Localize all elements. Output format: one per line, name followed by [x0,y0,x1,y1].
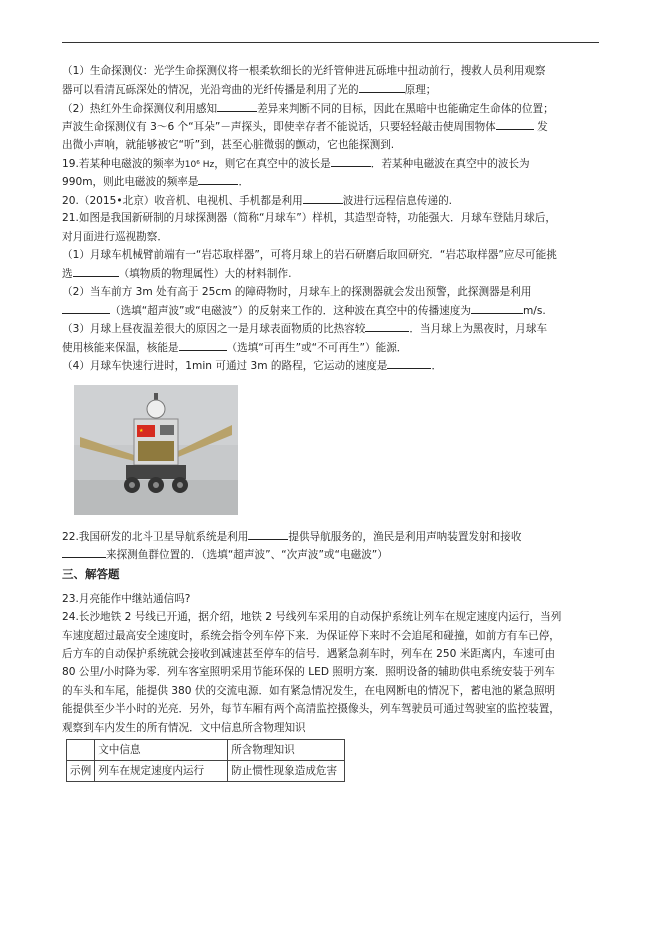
physics-info-table [66,739,345,782]
table-row [67,760,345,781]
answer-blank[interactable] [496,117,534,130]
flag-star-icon: ★ [139,427,144,434]
q21-line1: 21.如图是我国新研制的月球探测器（简称“月球车”）样机，其造型奇特，功能强大．月球车登陆月球后， [62,212,556,225]
q20-line: 20.（2015•北京）收音机、电视机、手机都是利用 波进行远程信息传递的. [62,191,602,209]
camera-head [147,400,165,418]
q24-line2: 车速度超过最高安全速度时，系统会指令列车停下来．为保证停下来时不会追尾和碰撞，如前方有车已停， [62,629,560,642]
q-lifedetector-line1: （1）生命探测仪：光学生命探测仪将一根柔软细长的光纤管伸进瓦砾堆中扭动前行，搜救人员利用观察 [62,65,546,77]
q24-line3: 后方车的自动保护系统就会接收到减速甚至停车的信号．遇紧急刹车时，列车在 250 米距离内，车速可由 [62,647,556,660]
table-cell [67,739,95,760]
answer-blank[interactable] [179,338,227,351]
q22-line2: 来探测鱼群位置的．（选填“超声波”、“次声波”或“电磁波”） [62,545,602,563]
header-rule [62,42,599,43]
q24-line5: 的车头和车尾，能提供 380 伏的交流电源．如有紧急情况发生，在电网断电的情况下，蓄电池的紧急照明 [62,684,556,697]
answer-blank[interactable] [62,545,106,558]
table-cell: 文中信息 [95,739,228,760]
q-lifedetector-line2: 器可以看清瓦砾深处的情况，光沿弯曲的光纤传播是利用了光的 原理； [62,80,602,98]
section-title: 三、解答题 [62,567,120,582]
answer-blank[interactable] [471,301,523,314]
document-body [62,62,602,782]
answer-blank[interactable] [303,191,343,204]
q21-line9: （4）月球车快速行进时，1min 可通过 3m 的路程，它运动的速度是 ． [62,356,602,374]
answer-blank[interactable] [62,301,110,314]
frequency-value: 10⁶ Hz [184,159,215,170]
q21-line7: （3）月球上昼夜温差很大的原因之一是月球表面物质的比热容较 ．当月球上为黑夜时，月球车 [62,319,602,337]
q21-line3: （1）月球车机械臂前端有一“岩芯取样器”，可将月球上的岩石研磨后取回研究．“岩芯取样器”应尽可能挑 [62,248,557,261]
q21-line6: （选填“超声波”或“电磁波”）的反射来工作的．这种波在真空中的传播速度为 m/s. [62,301,602,319]
q21-line2: 对月面进行巡视勘察． [62,230,168,243]
answer-blank[interactable] [198,172,238,185]
q19-line2: 990m，则此电磁波的频率是 ． [62,172,602,190]
q24-line6: 能提供至少半小时的光亮．另外，每节车厢有两个高清监控摄像头，列车驾驶员可通过驾驶室的监控装置， [62,703,560,716]
q24-line7: 观察到车内发生的所有情况．文中信息所含物理知识 [62,721,306,734]
answer-blank[interactable] [387,356,431,369]
q22-line1: 22.我国研发的北斗卫星导航系统是利用 提供导航服务的，渔民是利用声呐装置发射和接收 [62,527,602,545]
answer-blank[interactable] [73,264,119,277]
table-cell: 列车在规定速度内运行 [95,760,228,781]
q23-line: 23.月亮能作中继站通信吗? [62,592,191,605]
q-lifedetector-line4: 声波生命探测仪有 3～6 个“耳朵”－声探头，即使幸存者不能说话，只要轻轻敲击使周围物体 发 [62,117,602,135]
q19-line1: 19.若某种电磁波的频率为10⁶ Hz，则它在真空中的波长是 ．若某种电磁波在真空中的波长为 [62,154,602,172]
q21-line4: 选 （填物质的物理属性）大的材料制作. [62,264,602,282]
table-header-row [67,739,345,760]
table-cell: 防止惯性现象造成危害 [228,760,345,781]
q21-line8: 使用核能来保温，核能是 （选填“可再生”或“不可再生”）能源． [62,338,602,356]
q-lifedetector-line5: 出微小声响，就能够被它“听”到，甚至心脏微弱的颤动，它也能探测到. [62,138,395,151]
table-cell: 所含物理知识 [228,739,345,760]
q24-line1: 24.长沙地铁 2 号线已开通，据介绍，地铁 2 号线列车采用的自动保护系统让列车在规定速度内运行，当列 [62,611,562,624]
q21-line5: （2）当车前方 3m 处有高于 25cm 的障碍物时，月球车上的探测器就会发出预警，此探测器是利用 [62,285,532,298]
answer-blank[interactable] [248,527,288,540]
q-lifedetector-line3: （2）热红外生命探测仪利用感知 差异来判断不同的目标，因此在黑暗中也能确定生命体的位置； [62,99,602,117]
answer-blank[interactable] [365,319,409,332]
answer-blank[interactable] [217,99,257,112]
answer-blank[interactable] [331,154,371,167]
table-cell: 示例 [67,760,95,781]
q24-line4: 80 公里/小时降为零．列车客室照明采用节能环保的 LED 照明方案．照明设备的辅助供电系统安装于列车 [62,666,555,679]
lunar-rover-photo [74,385,238,515]
answer-blank[interactable] [359,80,405,93]
